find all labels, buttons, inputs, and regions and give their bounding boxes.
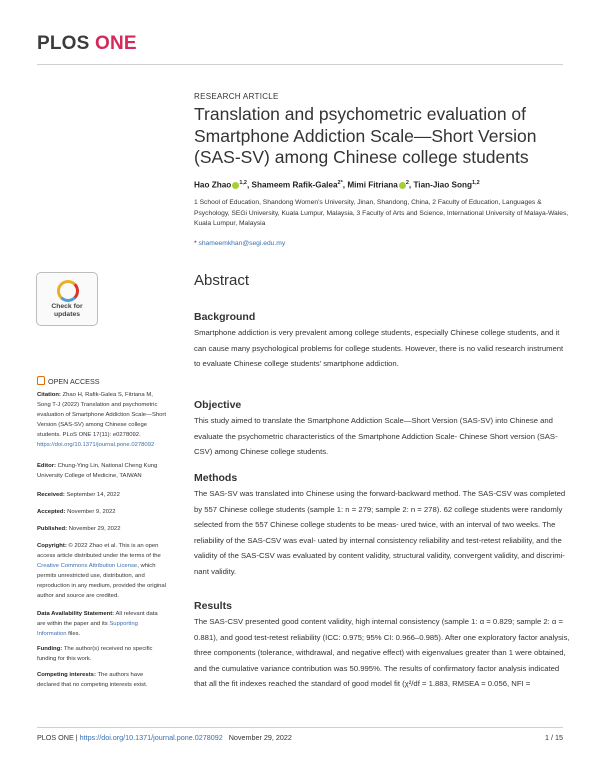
data-availability-block: Data Availability Statement: All relevant data are within the paper and its Supporting Information files. xyxy=(37,611,158,637)
objective-text: This study aimed to translate the Smartphone Addiction Scale—Short Version (SAS-SV) into Chinese and evaluate the psychometric characteristics of the Smartphone Addiction Scale- Chinese Short version (SAS-CSV) among Chinese college students. xyxy=(194,416,558,456)
background-text: Smartphone addiction is very prevalent among college students, especially Chinese college students, and it can cause many psychological problems for college students. However, there is no valid research instrument to evaluate Chinese college students’ smartphone addiction. xyxy=(194,328,564,368)
article-title: Translation and psychometric evaluation of Smartphone Addiction Scale—Short Version (SAS-SV) among Chinese college students xyxy=(194,104,537,167)
orcid-icon[interactable] xyxy=(399,182,406,189)
methods-text: The SAS-SV was translated into Chinese using the forward-backward method. The SAS-CSV was completed by 557 Chinese college students (sample 1: n = 279; sample 2: n = 278). 62 college students were randomly selected from the 557 Chinese college students to be meas- ured twice, with an interval of two weeks. The reliability of the SAS-CSV was eval- uated by internal consistency reliability and test-retest reliability, and the validity of the SAS-CSV was evaluated by content validity, structural validity, convergent validity, and discrimi- nant validity. xyxy=(194,489,566,576)
affiliations: 1 School of Education, Shandong Women’s University, Jinan, Shandong, China, 2 Faculty of Education, Languages & Psychology, SEGi University, Kuala Lumpur, Malaysia, 3 Faculty of Arts and Science, International University of Malaya-Wales, Kuala Lumpur, Malaysia xyxy=(194,199,569,228)
editor-block: Editor: Chung-Ying Lin, National Cheng Kung University College of Medicine, TAIWAN xyxy=(37,463,158,479)
competing-interests-block: Competing interests: The authors have declared that no competing interests exist. xyxy=(37,672,148,688)
page-footer: PLOS ONE | https://doi.org/10.1371/journal.pone.0278092 November 29, 2022 1 / 15 xyxy=(37,733,563,742)
citation-doi-link[interactable]: https://doi.org/10.1371/journal.pone.0278092 xyxy=(37,442,155,448)
objective-heading: Objective xyxy=(194,399,242,411)
received-date: Received: September 14, 2022 xyxy=(37,492,120,498)
results-text: The SAS-CSV presented good content validity, high internal consistency (sample 1: α = 0.829; sample 2: α = 0.881), and good test-retest reliability (ICC: 0.975; 95% CI: 0.966–0.985). After one exploratory factor analysis, three components (tolerance, withdrawal, and negative effect) with eigenvalues greater than 1 were obtained, and the cumulative variance contribution was 50.995%. The results of confirmatory factor analysis indicated that all the fit indexes reached the standard of good model fit (χ²/df = 1.883, RMSEA = 0.056, NFI = xyxy=(194,617,570,688)
journal-logo[interactable] xyxy=(37,33,137,55)
open-lock-icon xyxy=(37,376,45,385)
footer-doi-link[interactable]: https://doi.org/10.1371/journal.pone.0278092 xyxy=(79,733,223,742)
author-list: Hao Zhao $^{1,2}$, Shameem Rafik-Galea$^{2*}$, Mimi Fitriana $^2$, Tian-Jiao Song$^{1,2}$ xyxy=(194,180,480,190)
author-name: Shameem Rafik-Galea xyxy=(251,180,338,190)
check-updates-label: Check for updates xyxy=(51,303,83,318)
check-updates-icon xyxy=(57,280,79,302)
supporting-info-link[interactable]: Supporting Information xyxy=(37,621,138,637)
corresponding-email-link[interactable]: shameemkhan@segi.edu.my xyxy=(198,240,286,247)
background-heading: Background xyxy=(194,311,256,323)
citation-block: Citation: Zhao H, Rafik-Galea S, Fitriana M, Song T-J (2022) Translation and psychometric evaluation of Smartphone Addiction Scale—Short Version (SAS-SV) among Chinese college students. PLoS ONE 17(11): e0278092. https://doi.org/10.1371/journal.pone.0278092 xyxy=(37,392,167,448)
author-name: Tian-Jiao Song xyxy=(413,180,472,190)
abstract-heading: Abstract xyxy=(194,272,250,289)
footer-date: November 29, 2022 xyxy=(228,733,292,742)
footer-journal: PLOS ONE xyxy=(37,733,74,742)
author-affiliation-sup: 2 xyxy=(405,180,409,186)
corresponding-mark: * xyxy=(194,240,197,247)
methods-heading: Methods xyxy=(194,472,238,484)
author-name: Hao Zhao xyxy=(194,180,232,190)
check-for-updates-badge[interactable] xyxy=(36,272,98,326)
logo-plos: PLOS xyxy=(37,33,90,54)
footer-rule xyxy=(37,727,563,728)
corresponding-author xyxy=(194,240,285,247)
page-number: 1 / 15 xyxy=(545,733,563,742)
author-affiliation-sup: 1,2 xyxy=(471,180,480,186)
copyright-block: Copyright: © 2022 Zhao et al. This is an open access article distributed under the terms of the Creative Commons Attribution License, which permits unrestricted use, distribution, and reproduction in any medium, provided the original author and source are credited. xyxy=(37,543,167,599)
open-access-label: OPEN ACCESS xyxy=(37,376,100,386)
author-name: Mimi Fitriana xyxy=(347,180,398,190)
published-date: Published: November 29, 2022 xyxy=(37,526,121,532)
license-link[interactable]: Creative Commons Attribution License xyxy=(37,563,138,569)
author-affiliation-sup: 2* xyxy=(337,180,343,186)
author-affiliation-sup: 1,2 xyxy=(239,180,247,186)
logo-one: ONE xyxy=(95,33,137,54)
results-heading: Results xyxy=(194,600,232,612)
article-type: RESEARCH ARTICLE xyxy=(194,92,279,101)
accepted-date: Accepted: November 9, 2022 xyxy=(37,509,116,515)
header-rule xyxy=(37,64,563,65)
funding-block: Funding: The author(s) received no specific funding for this work. xyxy=(37,646,153,662)
